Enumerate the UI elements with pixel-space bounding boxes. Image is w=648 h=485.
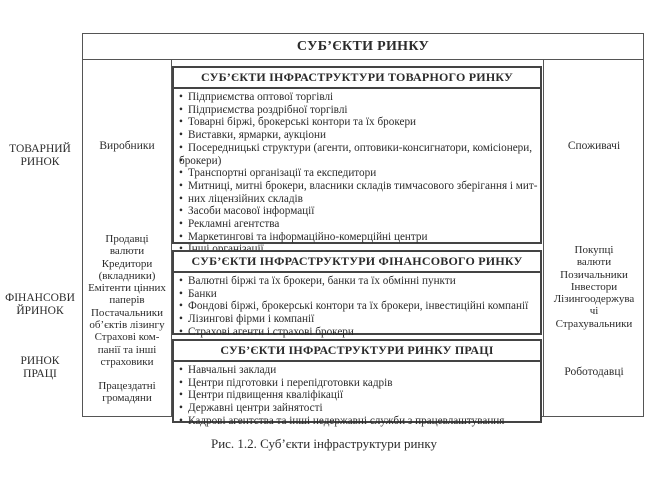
consumers-financial xyxy=(544,244,644,330)
list-item: • Страхові агенти і страхові брокери xyxy=(179,326,536,339)
financial-box-title: СУБ’ЄКТИ ІНФРАСТРУКТУРИ ФІНАНСОВОГО РИНКУ xyxy=(174,252,540,273)
producer-line: Страхові ком- xyxy=(94,331,160,344)
figure-caption: Рис. 1.2. Суб’єкти інфраструктури ринку xyxy=(210,436,438,451)
labor-box-list xyxy=(174,362,540,428)
list-item: • Засоби масової інформації xyxy=(179,205,536,218)
producer-line: (вкладники) xyxy=(98,269,156,282)
list-item: • Рекламні агентства xyxy=(179,218,536,231)
label-line: ПРАЦІ xyxy=(23,368,57,380)
financial-infrastructure-box xyxy=(172,250,542,338)
producers-financial xyxy=(83,233,171,368)
consumer-line: Інвестори xyxy=(570,280,618,293)
consumer-line: Покупці xyxy=(574,244,614,256)
labor-box-title: СУБ’ЄКТИ ІНФРАСТРУКТУРИ РИНКУ ПРАЦІ xyxy=(174,341,540,362)
list-item: • Транспортні організації та експедитори xyxy=(179,167,536,180)
producer-line: страховики xyxy=(100,355,154,368)
label-line: РИНОК xyxy=(20,355,60,367)
consumers-goods: Споживачі xyxy=(567,140,621,152)
list-item: • Центри підвищення кваліфікації xyxy=(179,389,536,402)
list-item: • Підприємства оптової торгівлі xyxy=(179,91,536,104)
label-line: ФІНАНСОВИ xyxy=(5,292,75,304)
goods-box-title: СУБ’ЄКТИ ІНФРАСТРУКТУРИ ТОВАРНОГО РИНКУ xyxy=(174,68,540,89)
list-item: • Маркетингові та інформаційно-комерційні центри xyxy=(179,231,536,244)
label-line: РИНОК xyxy=(20,156,60,168)
producer-line: громадяни xyxy=(102,392,152,405)
list-item: • Товарні біржі, брокерські контори та їх брокери xyxy=(179,116,536,129)
list-item-continuation: • них ліцензійних складів xyxy=(179,193,536,206)
producer-line: об’єктів лізингу xyxy=(89,319,165,332)
list-item: • Митниці, митні брокери, власники складів тимчасового зберігання і мит- xyxy=(179,180,536,193)
divider-right xyxy=(543,60,544,417)
financial-box-list xyxy=(174,273,540,339)
list-item-continuation: • брокери) xyxy=(179,155,536,168)
producers-goods: Виробники xyxy=(99,140,155,152)
producer-line: валюти xyxy=(109,245,145,258)
list-item: • Кадрові агентства та інші недержавні служби з працевлаштування xyxy=(179,415,536,428)
goods-box-list xyxy=(174,89,540,256)
producers-labor xyxy=(83,380,171,405)
label-financial-market xyxy=(0,292,80,318)
labor-infrastructure-box xyxy=(172,339,542,427)
list-item: • Банки xyxy=(179,288,536,301)
list-item: • Підприємства роздрібної торгівлі xyxy=(179,104,536,117)
label-line: ТОВАРНИЙ xyxy=(9,143,71,155)
producer-line: панії та інші xyxy=(97,343,157,356)
producer-line: Продавці xyxy=(105,233,149,245)
consumer-line: Страхувальники xyxy=(555,317,633,330)
list-item: • Посередницькі структури (агенти, оптовики-консигнатори, комісіонери, xyxy=(179,142,536,155)
consumer-line: чі xyxy=(589,305,599,318)
list-item: • Лізингові фірми і компанії xyxy=(179,313,536,326)
producer-line: Працездатні xyxy=(98,380,156,392)
diagram-title: СУБ’ЄКТИ РИНКУ xyxy=(82,33,644,60)
list-item: • Центри підготовки і перепідготовки кадрів xyxy=(179,377,536,390)
list-item: • Державні центри зайнятості xyxy=(179,402,536,415)
consumers-labor: Роботодавці xyxy=(564,366,624,378)
producer-line: Кредитори xyxy=(101,257,153,270)
label-line: ЙРИНОК xyxy=(16,305,64,317)
consumer-line: валюти xyxy=(576,256,612,269)
label-labor-market xyxy=(2,355,78,381)
list-item: • Виставки, ярмарки, аукціони xyxy=(179,129,536,142)
consumer-line: Позичальники xyxy=(560,268,628,281)
producer-line: Постачальники xyxy=(90,306,163,319)
producer-line: Емітенти цінних xyxy=(88,282,166,295)
label-goods-market xyxy=(2,143,78,169)
producer-line: паперів xyxy=(109,294,145,307)
list-item: • Фондові біржі, брокерські контори та їх брокери, інвестиційні компанії xyxy=(179,300,536,313)
list-item: • Валютні біржі та їх брокери, банки та їх обмінні пункти xyxy=(179,275,536,288)
goods-infrastructure-box xyxy=(172,66,542,244)
consumer-line: Лізингоодержува xyxy=(553,293,635,306)
list-item: • Навчальні заклади xyxy=(179,364,536,377)
